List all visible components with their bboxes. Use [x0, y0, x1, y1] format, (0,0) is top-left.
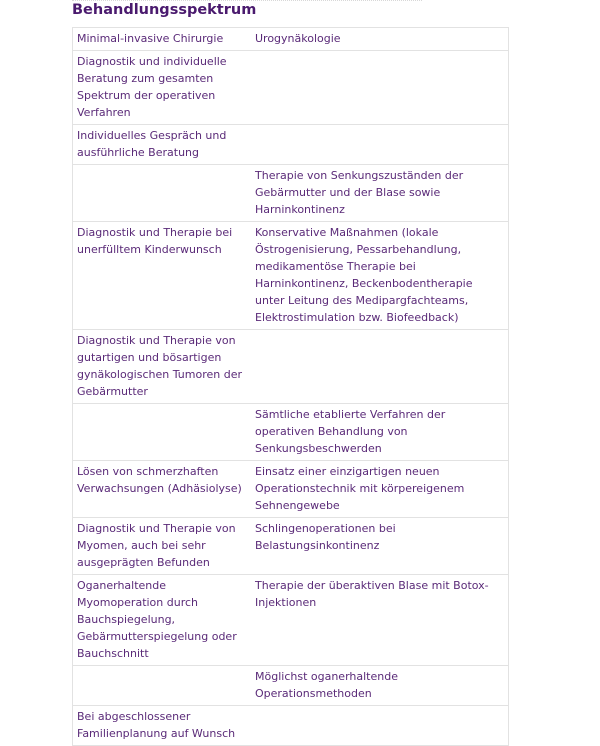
general-gynecology-cell — [73, 666, 252, 706]
urogynecology-cell — [251, 125, 509, 165]
urogynecology-cell: Therapie von Senkungszuständen der Gebärmutter und der Blase sowie Harninkontinenz — [251, 165, 509, 222]
general-gynecology-cell: Diagnostik und Therapie bei unerfülltem Kinderwunsch — [73, 222, 252, 330]
general-gynecology-cell — [73, 404, 252, 461]
urogynecology-cell: Möglichst oganerhaltende Operationsmethoden — [251, 666, 509, 706]
general-gynecology-cell: Diagnostik und Therapie von Myomen, auch bei sehr ausgeprägten Befunden — [73, 518, 252, 575]
table-row — [73, 28, 509, 51]
section-heading: Behandlungsspektrum — [72, 2, 257, 18]
table-row — [73, 51, 509, 125]
table-row — [73, 125, 509, 165]
table-row — [73, 575, 509, 666]
urogynecology-cell: Therapie der überaktiven Blase mit Botox-Injektionen — [251, 575, 509, 666]
general-gynecology-cell: Bei abgeschlossener Familienplanung auf Wunsch — [73, 706, 252, 746]
table-row — [73, 706, 509, 746]
general-gynecology-cell — [73, 165, 252, 222]
table-row — [73, 518, 509, 575]
table-row — [73, 461, 509, 518]
table-row — [73, 330, 509, 404]
table-row — [73, 222, 509, 330]
general-gynecology-cell: Diagnostik und individuelle Beratung zum gesamten Spektrum der operativen Verfahren — [73, 51, 252, 125]
general-gynecology-cell: Minimal-invasive Chirurgie — [73, 28, 252, 51]
table-row — [73, 404, 509, 461]
general-gynecology-cell: Lösen von schmerzhaften Verwachsungen (Adhäsiolyse) — [73, 461, 252, 518]
urogynecology-cell: Konservative Maßnahmen (lokale Östrogenisierung, Pessarbehandlung, medikamentöse Therapie bei Harninkontinenz, Beckenbodentherapie unter Leitung des Medipargfachteams, Elektrostimulation bzw. Biofeedback) — [251, 222, 509, 330]
urogynecology-cell — [251, 706, 509, 746]
urogynecology-cell: Urogynäkologie — [251, 28, 509, 51]
table-row — [73, 165, 509, 222]
urogynecology-cell: Einsatz einer einzigartigen neuen Operationstechnik mit körpereigenem Sehnengewebe — [251, 461, 509, 518]
treatment-table-body — [73, 28, 509, 746]
urogynecology-cell: Schlingenoperationen bei Belastungsinkontinenz — [251, 518, 509, 575]
urogynecology-cell — [251, 51, 509, 125]
urogynecology-cell: Sämtliche etablierte Verfahren der operativen Behandlung von Senkungsbeschwerden — [251, 404, 509, 461]
treatment-table — [72, 27, 509, 746]
general-gynecology-cell: Diagnostik und Therapie von gutartigen und bösartigen gynäkologischen Tumoren der Gebärmutter — [73, 330, 252, 404]
general-gynecology-cell: Oganerhaltende Myomoperation durch Bauchspiegelung, Gebärmutterspiegelung oder Bauchschnitt — [73, 575, 252, 666]
top-divider — [72, 0, 422, 1]
general-gynecology-cell: Individuelles Gespräch und ausführliche Beratung — [73, 125, 252, 165]
table-row — [73, 666, 509, 706]
urogynecology-cell — [251, 330, 509, 404]
